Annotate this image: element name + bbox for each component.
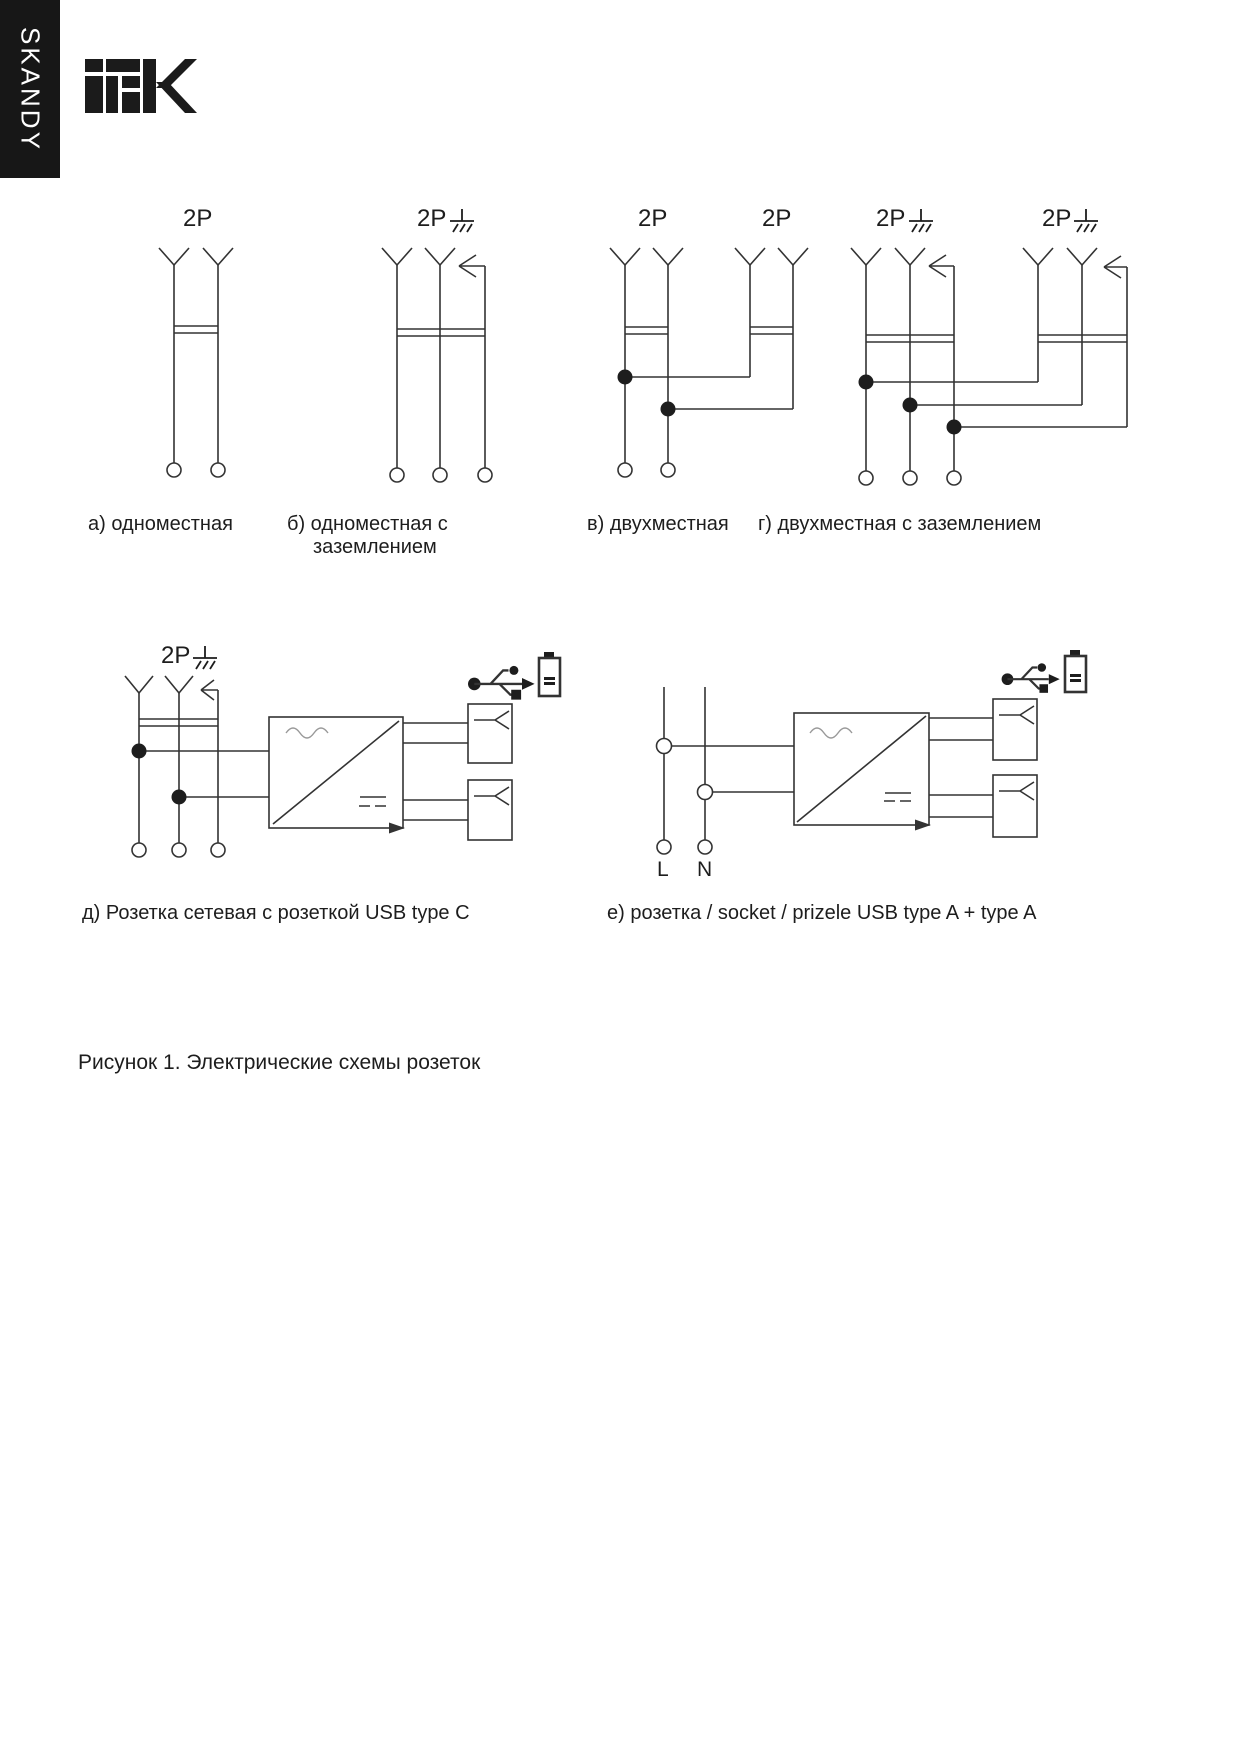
caption-e: е) розетка / socket / prizele USB type A + type A xyxy=(607,902,1037,924)
socket-fork-icon xyxy=(735,248,808,265)
earth-ground-icon xyxy=(448,206,476,238)
socket-fork-icon xyxy=(851,248,925,265)
caption-b-line2: заземлением xyxy=(313,536,437,558)
terminal-circle xyxy=(859,471,873,485)
output-wires xyxy=(929,718,993,817)
terminal-label-l: L xyxy=(657,858,669,881)
caption-a: а) одноместная xyxy=(88,513,233,535)
figure-caption: Рисунок 1. Электрические схемы розеток xyxy=(78,1051,481,1074)
junction-dot xyxy=(859,375,874,390)
socket-fork-icon xyxy=(159,248,233,265)
pole-label-a: 2P xyxy=(183,205,213,232)
pole-wires xyxy=(664,687,705,840)
terminal-circle xyxy=(433,468,447,482)
ac-wave-icon xyxy=(810,728,852,738)
terminal-circle xyxy=(947,471,961,485)
pole-wires xyxy=(397,265,485,468)
terminal-circle xyxy=(618,463,632,477)
socket-contact-fork-icon xyxy=(999,706,1034,724)
output-wires xyxy=(403,723,468,820)
diagram-e-socket-usb-a xyxy=(657,650,1087,854)
pole-label-g-left: 2P xyxy=(876,205,906,232)
socket-body-lines xyxy=(397,329,485,336)
earth-contact-arrow-icon xyxy=(459,255,485,277)
link-wires xyxy=(664,746,794,792)
terminal-circle xyxy=(478,468,492,482)
terminal-circle xyxy=(132,843,146,857)
junction-dot xyxy=(903,398,918,413)
terminal-circle xyxy=(698,840,712,854)
terminal-circle xyxy=(172,843,186,857)
junction-dot xyxy=(618,370,633,385)
terminal-circle xyxy=(390,468,404,482)
node-circle xyxy=(698,785,713,800)
pole-wires xyxy=(139,690,218,843)
caption-g: г) двухместная с заземлением xyxy=(758,513,1042,535)
terminal-circle xyxy=(903,471,917,485)
pole-wires xyxy=(174,265,218,463)
pole-wires xyxy=(625,265,793,463)
converter-diagonal xyxy=(797,716,926,822)
diagram-a-single xyxy=(159,248,233,477)
diagram-b-single-earthed xyxy=(382,248,492,482)
socket-fork-icon xyxy=(1023,248,1097,265)
socket-fork-icon xyxy=(610,248,683,265)
socket-fork-icon xyxy=(382,248,455,265)
pole-wires xyxy=(866,265,1127,471)
earth-contact-arrow-icon xyxy=(1104,256,1127,278)
series-label: SKANDY xyxy=(15,26,46,152)
junction-dot xyxy=(132,744,147,759)
socket-contact-fork-icon xyxy=(999,782,1034,800)
usb-icon xyxy=(468,666,535,700)
link-wires xyxy=(625,377,793,409)
socket-fork-icon xyxy=(125,676,193,693)
earth-contact-arrow-icon xyxy=(201,680,218,700)
dc-symbol-icon xyxy=(359,797,386,806)
pole-label-v-right: 2P xyxy=(762,205,792,232)
converter-diagonal xyxy=(273,721,399,824)
usb-icon xyxy=(1002,663,1060,693)
socket-contact-fork-icon xyxy=(474,787,509,805)
junction-dot xyxy=(947,420,962,435)
pole-label-g-right: 2P xyxy=(1042,205,1072,232)
pole-label-v-left: 2P xyxy=(638,205,668,232)
terminal-circle xyxy=(661,463,675,477)
diagram-d-socket-usb-c xyxy=(125,652,560,857)
battery-icon xyxy=(539,652,560,696)
junction-dot xyxy=(172,790,187,805)
terminal-circle xyxy=(167,463,181,477)
link-wires xyxy=(139,751,269,797)
caption-v: в) двухместная xyxy=(587,513,729,535)
earth-ground-icon xyxy=(191,643,219,675)
socket-body-lines xyxy=(625,327,793,334)
pole-label-b: 2P xyxy=(417,205,447,232)
terminal-circle xyxy=(211,463,225,477)
socket-body-lines xyxy=(174,326,218,333)
node-circle xyxy=(657,739,672,754)
socket-contact-fork-icon xyxy=(474,711,509,729)
earth-ground-icon xyxy=(1072,206,1100,238)
socket-body-lines xyxy=(866,335,1127,342)
ac-wave-icon xyxy=(286,728,328,738)
diagram-g-double-earthed xyxy=(851,248,1127,485)
caption-d: д) Розетка сетевая с розеткой USB type C xyxy=(82,902,470,924)
dc-symbol-icon xyxy=(884,793,911,801)
terminal-label-n: N xyxy=(697,858,713,881)
terminal-circle xyxy=(657,840,671,854)
diagram-v-double xyxy=(610,248,808,477)
caption-b-line1: б) одноместная с xyxy=(287,513,448,535)
terminal-circle xyxy=(211,843,225,857)
junction-dot xyxy=(661,402,676,417)
earth-ground-icon xyxy=(907,206,935,238)
pole-label-d: 2P xyxy=(161,642,191,669)
battery-icon xyxy=(1065,650,1086,692)
earth-contact-arrow-icon xyxy=(929,255,954,277)
